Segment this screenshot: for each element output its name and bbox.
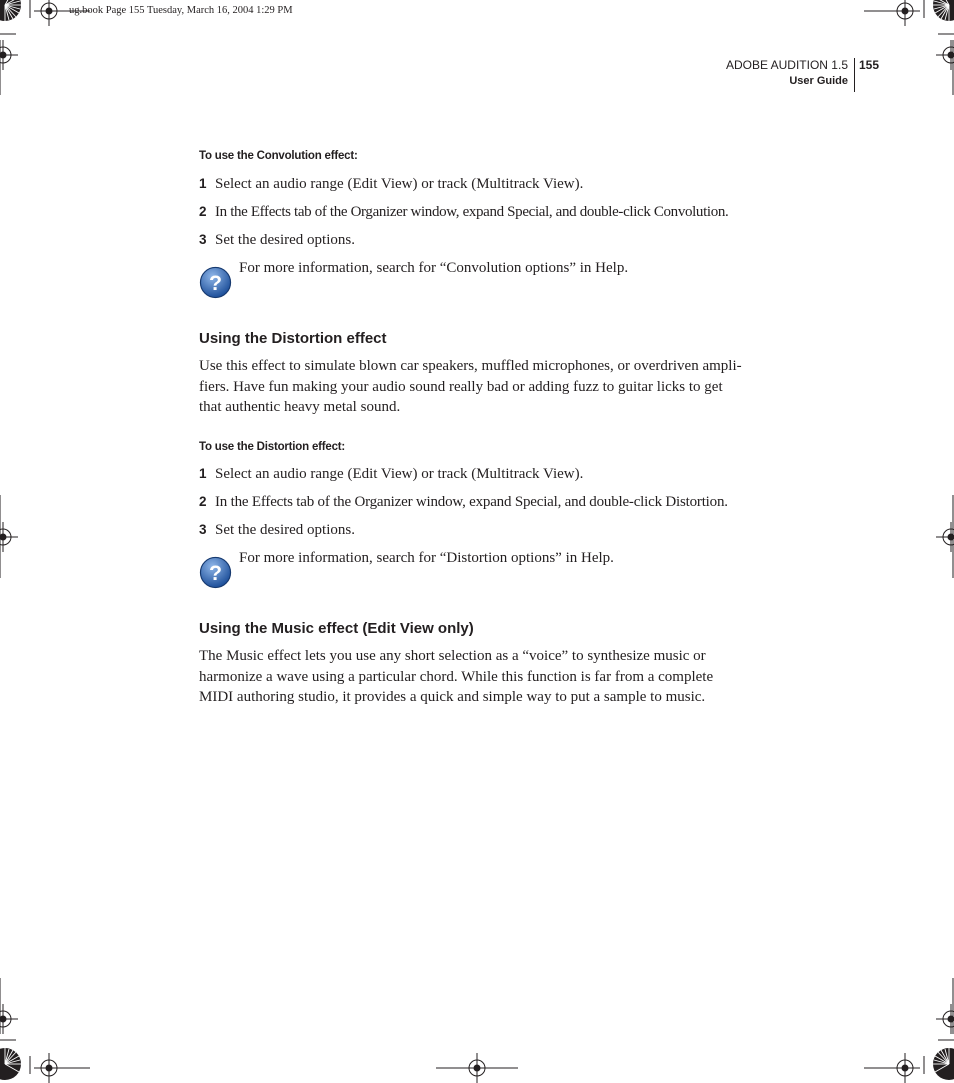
step-number: 3 bbox=[199, 232, 215, 247]
step-text: Set the desired options. bbox=[215, 232, 355, 248]
paragraph-line: that authentic heavy metal sound. bbox=[199, 397, 759, 418]
step-number: 2 bbox=[199, 204, 215, 219]
step-number: 1 bbox=[199, 466, 215, 481]
step-text: In the Effects tab of the Organizer window, expand Special, and double-click Convolution. bbox=[215, 204, 728, 220]
paragraph-line: Use this effect to simulate blown car speakers, muffled microphones, or overdriven ampli- bbox=[199, 356, 759, 377]
music-section-heading: Using the Music effect (Edit View only) bbox=[199, 620, 474, 637]
paragraph-line: The Music effect lets you use any short selection as a “voice” to synthesize music or bbox=[199, 646, 759, 667]
step-text: Set the desired options. bbox=[215, 522, 355, 538]
starburst-mark-icon bbox=[0, 0, 22, 22]
convolution-procedure-heading: To use the Convolution effect: bbox=[199, 150, 358, 162]
header-guide: User Guide bbox=[789, 75, 848, 87]
header-product: ADOBE AUDITION 1.5 bbox=[726, 58, 848, 72]
svg-text:?: ? bbox=[209, 271, 222, 295]
step-text: In the Effects tab of the Organizer window, expand Special, and double-click Distortion. bbox=[215, 494, 728, 510]
paragraph-line: MIDI authoring studio, it provides a quick and simple way to put a sample to music. bbox=[199, 687, 759, 708]
paragraph-line: harmonize a wave using a particular chord. While this function is far from a complete bbox=[199, 667, 759, 688]
svg-text:?: ? bbox=[209, 561, 222, 585]
step-number: 1 bbox=[199, 176, 215, 191]
step-number: 2 bbox=[199, 494, 215, 509]
starburst-mark-icon bbox=[932, 0, 954, 22]
page-number: 155 bbox=[859, 58, 879, 72]
distortion-help-tip: For more information, search for “Distortion options” in Help. bbox=[239, 550, 614, 567]
starburst-mark-icon bbox=[932, 1047, 954, 1081]
paragraph-line: fiers. Have fun making your audio sound really bad or adding fuzz to guitar licks to get bbox=[199, 377, 759, 398]
print-slug: ug.book Page 155 Tuesday, March 16, 2004 1:29 PM bbox=[69, 5, 293, 16]
distortion-procedure-heading: To use the Distortion effect: bbox=[199, 441, 345, 453]
starburst-mark-icon bbox=[0, 1047, 22, 1081]
distortion-section-heading: Using the Distortion effect bbox=[199, 330, 387, 347]
convolution-help-tip: For more information, search for “Convolution options” in Help. bbox=[239, 260, 628, 277]
step-text: Select an audio range (Edit View) or track (Multitrack View). bbox=[215, 466, 583, 482]
step-text: Select an audio range (Edit View) or track (Multitrack View). bbox=[215, 176, 583, 192]
step-number: 3 bbox=[199, 522, 215, 537]
